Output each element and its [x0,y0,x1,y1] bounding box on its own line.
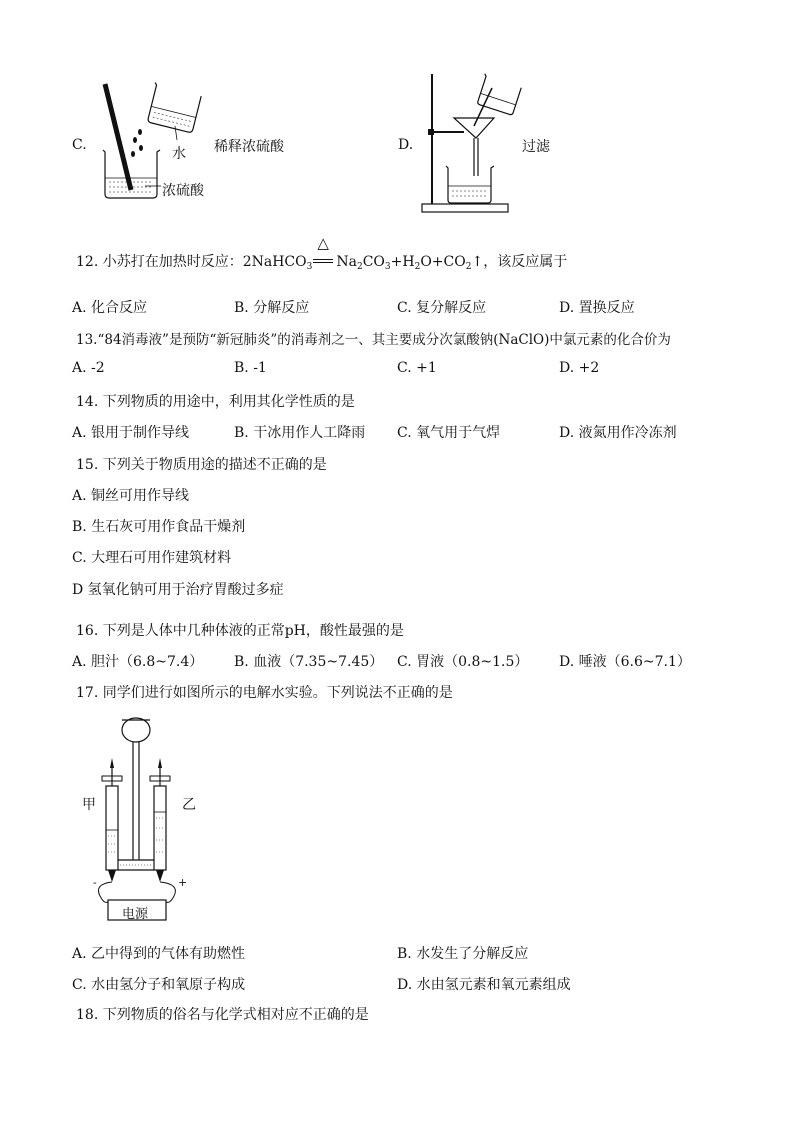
q11-option-d-letter: D. [398,137,414,153]
q15-option-c[interactable]: C. 大理石可用作建筑材料 [72,550,232,566]
q17-option-d[interactable]: D. 水由氢元素和氧元素组成 [397,977,571,993]
q12-option-d[interactable]: D. 置换反应 [559,300,635,316]
q12-stem: 12. 小苏打在加热时反应：2NaHCO$_3$ △ $Na_2CO_3+H_2O+CO_2↑$，该反应属于 [76,234,568,272]
q14-stem: 14. 下列物质的用途中，利用其化学性质的是 [76,394,355,410]
glass-rod [105,84,131,190]
right-electrode [156,870,164,882]
tilted-beaker [145,83,201,133]
positive-terminal-label: + [178,876,188,889]
q14-option-a[interactable]: A. 银用于制作导线 [72,425,190,441]
q11-option-c-label: 稀释浓硫酸 [214,139,284,155]
q13-option-c[interactable]: C. +1 [397,360,437,376]
q17-option-c[interactable]: C. 水由氢分子和氧原子构成 [72,977,246,993]
q17-option-a[interactable]: A. 乙中得到的气体有助燃性 [72,946,246,962]
left-electrode [108,870,116,882]
q12-option-a[interactable]: A. 化合反应 [72,300,148,316]
power-supply-label: 电源 [122,907,149,922]
receiving-beaker [446,166,494,203]
q17-option-b[interactable]: B. 水发生了分解反应 [397,946,529,962]
q13-stem: 13.“84消毒液”是预防“新冠肺炎”的消毒剂之一、其主要成分次氯酸钠(NaClO)中氯元素的化合价为 [76,332,671,348]
q15-stem: 15. 下列关于物质用途的描述不正确的是 [76,457,327,473]
lower-beaker [103,150,160,198]
q12-option-c[interactable]: C. 复分解反应 [397,300,487,316]
q13-option-a[interactable]: A. -2 [72,360,105,376]
filtration-apparatus-figure [418,72,528,217]
q11-option-d-label: 过滤 [522,139,550,155]
heat-symbol: △ [317,234,329,252]
q17-stem: 17. 同学们进行如图所示的电解水实验。下列说法不正确的是 [76,685,453,701]
q14-option-c[interactable]: C. 氧气用于气焊 [397,425,501,441]
q13-option-b[interactable]: B. -1 [234,360,267,376]
q12-option-b[interactable]: B. 分解反应 [234,300,310,316]
q11-option-c-letter: C. [72,137,87,153]
q14-option-d[interactable]: D. 液氮用作冷冻剂 [559,425,677,441]
q15-option-d[interactable]: D 氢氧化钠可用于治疗胃酸过多症 [72,582,284,598]
left-tube [106,786,118,870]
tube-jia-label: 甲 [82,797,96,813]
reservoir-bulb [122,718,150,742]
concentrated-sulfuric-acid-label: 浓硫酸 [162,183,204,199]
negative-terminal-label: - [93,876,97,889]
q13-option-d[interactable]: D. +2 [559,360,600,376]
q16-option-c[interactable]: C. 胃液（0.8~1.5） [397,654,529,670]
q16-option-a[interactable]: A. 胆汁（6.8~7.4） [72,654,204,670]
q15-option-b[interactable]: B. 生石灰可用作食品干燥剂 [72,519,246,535]
water-label: 水 [172,146,186,162]
q18-stem: 18. 下列物质的俗名与化学式相对应不正确的是 [76,1007,369,1023]
stand-base [422,204,508,212]
q16-option-b[interactable]: B. 血液（7.35~7.45） [234,654,384,670]
q16-stem: 16. 下列是人体中几种体液的正常pH，酸性最强的是 [76,623,404,639]
q12-stem-prefix: 12. 小苏打在加热时反应：2NaHCO [76,254,307,270]
q16-option-d[interactable]: D. 唾液（6.6~7.1） [559,654,691,670]
q14-option-b[interactable]: B. 干冰用作人工降雨 [234,425,366,441]
tube-yi-label: 乙 [182,797,196,813]
funnel [454,118,494,138]
q15-option-a[interactable]: A. 铜丝可用作导线 [72,488,190,504]
electrolysis-apparatus-figure [80,712,200,927]
q12-stem-suffix: ，该反应属于 [483,254,568,270]
